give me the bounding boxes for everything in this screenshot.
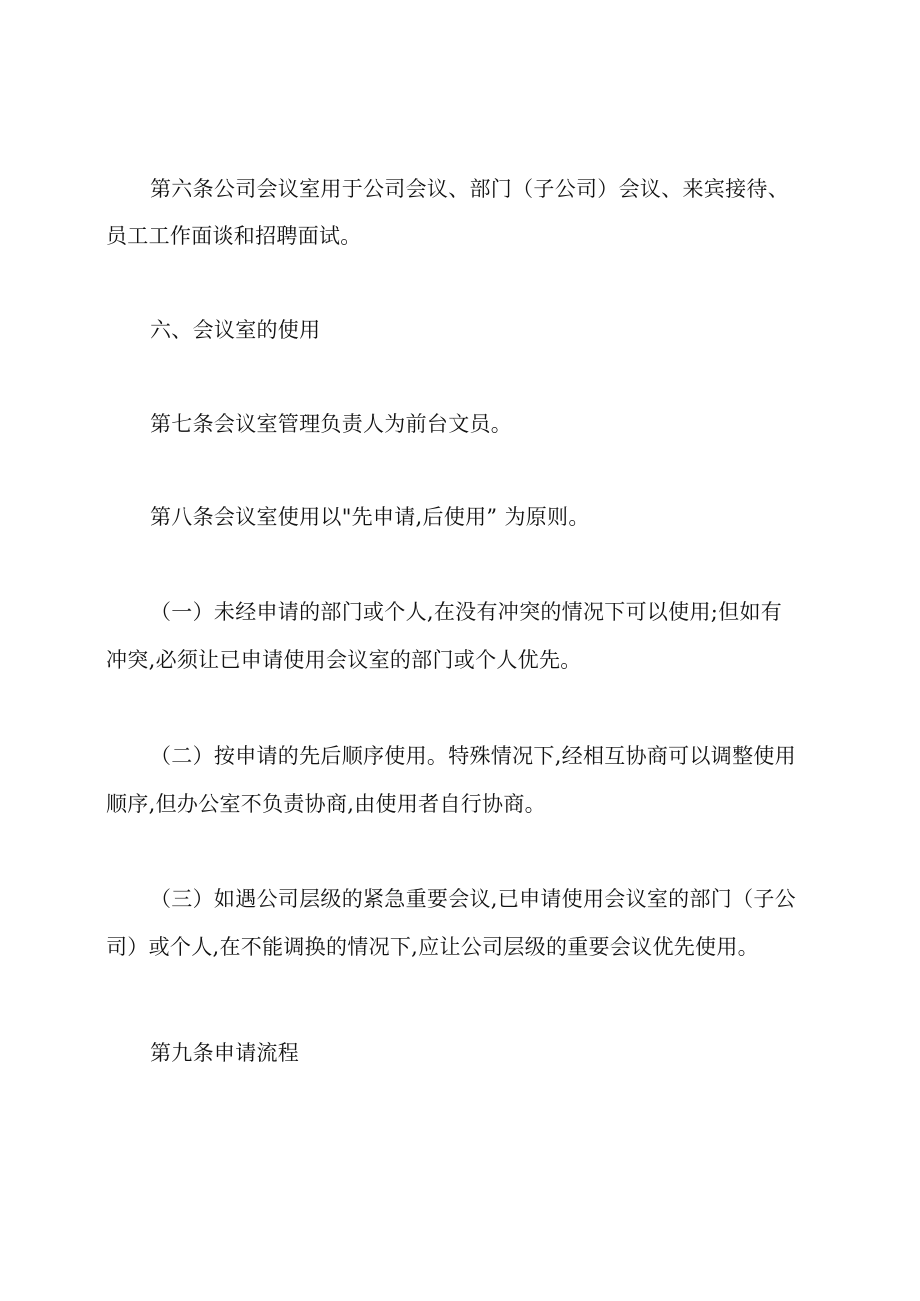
item-1-line-1: （一）未经申请的部门或个人,在没有冲突的情况下可以使用;但如有 xyxy=(150,600,783,624)
article-6-line-1: 第六条公司会议室用于公司会议、部门（子公司）会议、来宾接待、 xyxy=(150,177,789,201)
section-6-heading: 六、会议室的使用 xyxy=(150,318,321,342)
item-2-line-2: 顺序,但办公室不负责协商,由使用者自行协商。 xyxy=(106,792,546,816)
item-2-line-1: （二）按申请的先后顺序使用。特殊情况下,经相互协商可以调整使用 xyxy=(150,744,796,768)
article-7-text: 第七条会议室管理负责人为前台文员。 xyxy=(150,412,513,436)
article-9-text: 第九条申请流程 xyxy=(150,1041,300,1065)
item-1-line-2: 冲突,必须让已申请使用会议室的部门或个人优先。 xyxy=(106,648,582,672)
item-3-line-2: 司）或个人,在不能调换的情况下,应让公司层级的重要会议优先使用。 xyxy=(106,935,759,959)
article-6-line-2: 员工工作面谈和招聘面试。 xyxy=(106,224,362,248)
article-8-text: 第八条会议室使用以"先申请,后使用” 为原则。 xyxy=(150,505,590,529)
item-3-line-1: （三）如遇公司层级的紧急重要会议,已申请使用会议室的部门（子公 xyxy=(150,887,796,911)
